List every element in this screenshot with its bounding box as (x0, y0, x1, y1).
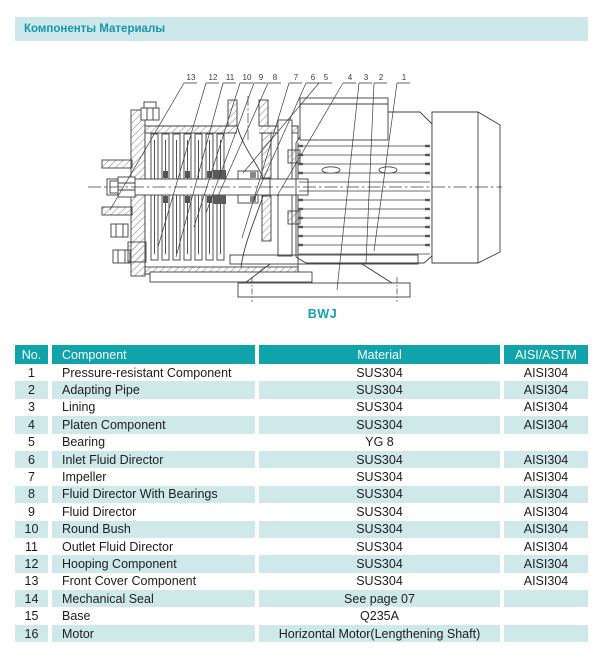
cell-component: Impeller (62, 470, 107, 485)
column-header-no: No. (15, 345, 48, 364)
cell-no: 14 (15, 590, 48, 607)
column-header-material: Material (259, 345, 500, 364)
callout-number-12: 12 (208, 73, 218, 82)
cell-component: Round Bush (52, 521, 255, 538)
table-row (15, 364, 588, 381)
callout-number-5: 5 (323, 73, 329, 82)
cell-component: Inlet Fluid Director (52, 451, 255, 468)
cell-material: YG 8 (365, 435, 394, 450)
callout-number-2: 2 (378, 73, 384, 82)
fan-cover (432, 112, 500, 263)
cell-material: See page 07 (259, 590, 500, 607)
callout-number-6: 6 (310, 73, 316, 82)
cell-material: SUS304 (259, 381, 500, 398)
bolt (141, 102, 159, 120)
cell-material: SUS304 (259, 451, 500, 468)
cell-no: 1 (28, 365, 35, 380)
callout-number-8: 8 (272, 73, 278, 82)
table-header-row (15, 345, 588, 364)
cell-aisi-astm: AISI304 (523, 574, 569, 589)
cell-aisi-astm: AISI304 (504, 555, 588, 572)
cell-no: 5 (28, 435, 35, 450)
cell-aisi-astm: AISI304 (504, 451, 588, 468)
cell-material: SUS304 (356, 504, 403, 519)
table-body (15, 364, 588, 642)
callout-number-3: 3 (363, 73, 369, 82)
cell-component: Bearing (62, 435, 106, 450)
callout-number-1: 1 (401, 73, 407, 82)
pump-cross-section-diagram (85, 62, 520, 305)
table-row (15, 434, 588, 451)
cooling-fins (299, 146, 430, 254)
cell-component: Motor (52, 625, 255, 642)
table-row (15, 625, 588, 642)
cell-material: SUS304 (259, 555, 500, 572)
table-row (15, 503, 588, 520)
inlet-pipe (102, 160, 132, 168)
callout-number-9: 9 (258, 73, 264, 82)
cell-no: 3 (28, 400, 35, 415)
cell-component: Hooping Component (52, 555, 255, 572)
motor-section (296, 98, 432, 263)
cell-material: SUS304 (259, 486, 500, 503)
table-row (15, 468, 588, 485)
cell-material: SUS304 (356, 365, 403, 380)
cell-component: Platen Component (52, 416, 255, 433)
column-header-aisi-astm: AISI/ASTM (504, 345, 588, 364)
cell-aisi-astm: AISI304 (523, 539, 569, 554)
cell-aisi-astm (504, 625, 588, 642)
cell-component: Base (62, 609, 91, 624)
cell-aisi-astm: AISI304 (504, 521, 588, 538)
table-row (15, 381, 588, 398)
cell-no: 8 (15, 486, 48, 503)
cell-no: 11 (25, 539, 38, 554)
table-row (15, 399, 588, 416)
table-row (15, 451, 588, 468)
table-row (15, 555, 588, 572)
cell-no: 2 (15, 381, 48, 398)
cell-component: Front Cover Component (62, 574, 197, 589)
cell-aisi-astm: AISI304 (504, 486, 588, 503)
cell-no: 4 (15, 416, 48, 433)
cell-aisi-astm (504, 590, 588, 607)
cell-component: Mechanical Seal (52, 590, 255, 607)
cell-component: Fluid Director With Bearings (52, 486, 255, 503)
callout-number-4: 4 (347, 73, 353, 82)
materials-table (15, 345, 588, 642)
base-plate (238, 283, 410, 297)
cell-component: Adapting Pipe (52, 381, 255, 398)
cell-no: 9 (28, 504, 35, 519)
table-row (15, 521, 588, 538)
table-row (15, 486, 588, 503)
cell-aisi-astm: AISI304 (504, 381, 588, 398)
cell-material: SUS304 (356, 400, 403, 415)
cell-aisi-astm: AISI304 (523, 470, 569, 485)
model-label: BWJ (307, 307, 338, 321)
table-row (15, 416, 588, 433)
cell-no: 13 (24, 574, 39, 589)
cell-component: Fluid Director (62, 504, 137, 519)
table-row (15, 538, 588, 555)
cell-material: SUS304 (259, 521, 500, 538)
cell-no: 10 (15, 521, 48, 538)
cell-material: SUS304 (356, 574, 403, 589)
cell-component: Outlet Fluid Director (62, 539, 174, 554)
column-header-component: Component (52, 345, 255, 364)
cell-no: 7 (28, 470, 35, 485)
cell-component: Pressure-resistant Component (62, 365, 232, 380)
cell-aisi-astm: AISI304 (504, 416, 588, 433)
cell-aisi-astm: AISI304 (523, 504, 569, 519)
cell-material: SUS304 (259, 416, 500, 433)
cell-material: SUS304 (356, 470, 403, 485)
section-header-bar (15, 17, 588, 41)
table-row (15, 573, 588, 590)
callout-number-11: 11 (225, 73, 235, 82)
cell-material: SUS304 (356, 539, 403, 554)
callout-number-13: 13 (186, 73, 196, 82)
cell-no: 12 (15, 555, 48, 572)
callout-number-7: 7 (293, 73, 299, 82)
callout-number-10: 10 (242, 73, 252, 82)
table-row (15, 590, 588, 607)
pump-drawing (88, 73, 502, 302)
cell-aisi-astm: AISI304 (523, 365, 569, 380)
cell-material: Q235A (360, 609, 399, 624)
section-title: Компоненты Материалы (24, 23, 166, 35)
cell-no: 6 (15, 451, 48, 468)
cell-aisi-astm (504, 434, 588, 451)
fin-ticks (298, 145, 430, 246)
table-row (15, 607, 588, 624)
cell-material: Horizontal Motor(Lengthening Shaft) (259, 625, 500, 642)
cell-component: Lining (62, 400, 96, 415)
cell-no: 16 (15, 625, 48, 642)
cell-aisi-astm (504, 607, 588, 624)
cell-no: 15 (24, 609, 39, 624)
cell-aisi-astm: AISI304 (523, 400, 569, 415)
